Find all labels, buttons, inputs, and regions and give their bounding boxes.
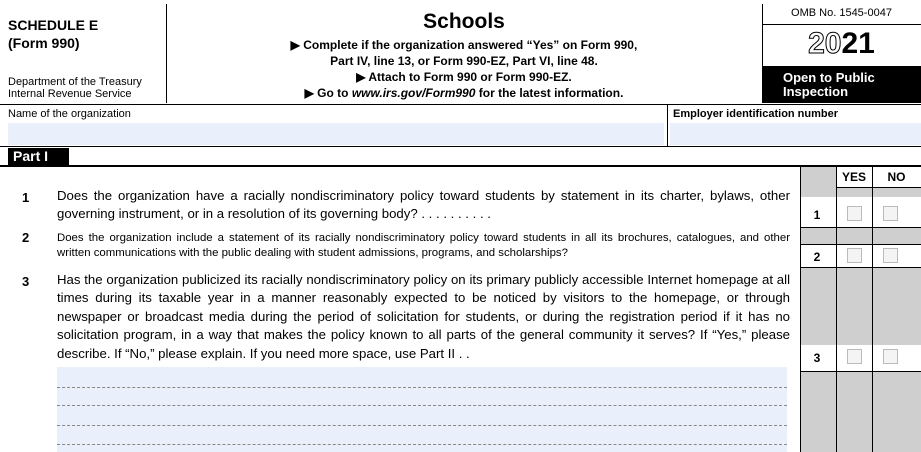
question-2-number: 2	[22, 230, 30, 245]
question-3-yes-checkbox[interactable]	[847, 349, 862, 364]
instruction-4-pre: ▶ Go to	[304, 86, 352, 100]
tax-year	[762, 26, 921, 62]
open-line-2: Inspection	[783, 84, 849, 99]
schedule-label: SCHEDULE E	[8, 17, 99, 33]
question-1-number: 1	[22, 190, 30, 205]
tax-year-prefix: 20	[808, 27, 842, 60]
page-title: Schools	[423, 10, 505, 33]
instruction-4-post: for the latest information.	[475, 86, 624, 100]
instruction-1: ▶ Complete if the organization answered “Yes” on Form 990,	[290, 38, 638, 52]
yes-column-header: YES	[841, 170, 866, 184]
question-3-text: Has the organization publicized its racially nondiscriminatory policy on its primary publicly accessible Internet homepage at all times during its taxable year in a manner reasonably expected to be noticed by visitors to the homepage, or through newspaper or broadcast media during the period of solicitation for students, or during the registration period if it has no solicitation program, in a way that makes the policy known to all parts of the general community it serves? If “Yes,” please describe. If “No,” please explain. If you need more space, use Part II . .	[57, 272, 790, 361]
line-3-label: 3	[813, 351, 821, 365]
ein-label: Employer identification number	[673, 108, 839, 120]
question-3-no-checkbox[interactable]	[883, 349, 898, 364]
line-1-label: 1	[813, 208, 821, 222]
question-2-no-checkbox[interactable]	[883, 248, 898, 263]
ein-field[interactable]	[670, 123, 921, 145]
question-1-no-checkbox[interactable]	[883, 206, 898, 221]
dept-line-2: Internal Revenue Service	[8, 88, 132, 100]
question-1-text: Does the organization have a racially nondiscriminatory policy toward students by statement in its charter, bylaws, other governing instrument, or in a resolution of its governing body? . . . . . . . . . .	[57, 188, 790, 222]
omb-number: OMB No. 1545-0047	[791, 7, 892, 19]
instruction-3: ▶ Attach to Form 990 or Form 990-EZ.	[356, 70, 572, 84]
dept-line-1: Department of the Treasury	[8, 76, 142, 88]
instruction-4	[166, 86, 762, 100]
form-label: (Form 990)	[8, 35, 80, 51]
org-name-field[interactable]	[8, 123, 664, 145]
irs-link[interactable]: www.irs.gov/Form990	[351, 86, 476, 100]
question-2-yes-checkbox[interactable]	[847, 248, 862, 263]
open-line-1: Open to Public	[783, 70, 875, 85]
part-i-label: Part I	[13, 148, 49, 164]
question-3-explanation-field[interactable]	[57, 367, 787, 452]
question-3-number: 3	[22, 274, 30, 289]
no-column-header: NO	[887, 170, 906, 184]
line-2-label: 2	[813, 250, 821, 264]
question-2-text: Does the organization include a statement of its racially nondiscriminatory policy toward students in all its brochures, catalogues, and other written communications with the public dealing with student admissions, programs, and scholarships?	[57, 232, 790, 260]
instruction-2: Part IV, line 13, or Form 990-EZ, Part VI, line 48.	[330, 54, 598, 68]
org-name-label: Name of the organization	[8, 108, 131, 120]
tax-year-suffix: 21	[841, 27, 875, 60]
question-1-yes-checkbox[interactable]	[847, 206, 862, 221]
